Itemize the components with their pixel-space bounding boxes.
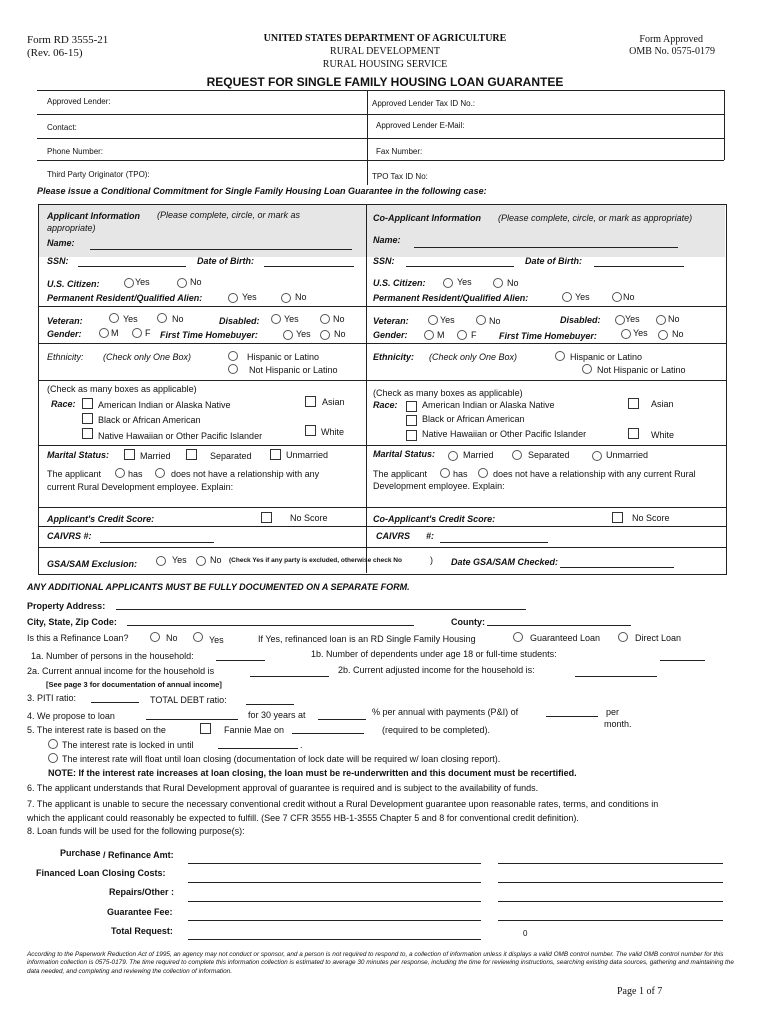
checkbox-label: Black or African American	[98, 415, 201, 425]
lender-tax-id-field[interactable]: Approved Lender Tax ID No.:	[372, 99, 476, 108]
guarantee-fee-input-2[interactable]	[498, 920, 723, 921]
coapplicant-veteran-no-radio[interactable]	[476, 315, 486, 325]
lender-email-field[interactable]: Approved Lender E-Mail:	[376, 121, 465, 130]
intro-text: Please issue a Conditional Commitment for Single Family Housing Loan Guarantee in the following case:	[37, 186, 487, 196]
omb-number: OMB No. 0575-0179	[629, 46, 715, 57]
divider	[366, 204, 367, 573]
coapplicant-disabled-no-radio[interactable]	[656, 315, 666, 325]
relationship-text: The applicant	[47, 469, 102, 479]
radio-label: No	[333, 314, 345, 324]
coapplicant-race-label: Race:	[373, 400, 398, 410]
ethnicity-note: (Check only One Box)	[103, 352, 192, 362]
radio-label: Direct Loan	[635, 633, 682, 643]
payment-input[interactable]	[546, 716, 598, 717]
coapplicant-disabled-yes-radio[interactable]	[615, 315, 625, 325]
agency-line-2: RURAL DEVELOPMENT	[330, 46, 440, 57]
coapplicant-citizen-yes-radio[interactable]	[443, 278, 453, 288]
gsa-no-radio[interactable]	[196, 556, 206, 566]
coapplicant-name-label: Name:	[373, 235, 401, 245]
checkbox-label: American Indian or Alaska Native	[422, 400, 555, 410]
coapplicant-dob-label: Date of Birth:	[525, 256, 582, 266]
applicant-ethnicity-label: Ethnicity:	[47, 352, 84, 362]
checkbox-label: Separated	[210, 451, 252, 461]
financed-costs-input[interactable]	[188, 882, 481, 883]
county-label: County:	[451, 617, 485, 627]
relationship-text: The applicant	[373, 469, 428, 479]
coapplicant-race-native-checkbox[interactable]	[406, 401, 417, 412]
total-request-value: 0	[523, 929, 528, 938]
checkbox-label: White	[321, 427, 345, 437]
divider	[38, 507, 726, 508]
coapplicant-dob-input[interactable]	[594, 266, 684, 267]
form-number: Form RD 3555-21	[27, 34, 109, 46]
total-request-input[interactable]	[188, 939, 481, 940]
rate-locked-radio[interactable]	[48, 739, 58, 749]
applicant-section-note: (Please complete, circle, or mark as	[157, 210, 301, 220]
refinance-question: Is this a Refinance Loan?	[27, 633, 129, 643]
coapplicant-resident-yes-radio[interactable]	[562, 292, 572, 302]
refinance-if-yes-text: If Yes, refinanced loan is an RD Single Family Housing	[258, 634, 476, 644]
checkbox-label: Native Hawaiian or Other Pacific Islander	[422, 429, 587, 439]
coapplicant-not-hispanic-radio[interactable]	[582, 364, 592, 374]
coapplicant-veteran-label: Veteran:	[373, 316, 409, 326]
applicant-section-title: Applicant Information	[47, 211, 140, 221]
radio-label: M	[437, 330, 445, 340]
applicant-citizen-label: U.S. Citizen:	[47, 279, 100, 289]
coapplicant-caivrs-hash: #:	[426, 531, 435, 541]
page-number: Page 1 of 7	[617, 986, 663, 997]
coapplicant-disabled-label: Disabled:	[560, 315, 601, 325]
race-note: (Check as many boxes as applicable)	[47, 384, 197, 394]
refinance-yes-radio[interactable]	[193, 632, 203, 642]
fannie-note: (required to be completed).	[382, 725, 491, 735]
adjusted-income-input[interactable]	[575, 676, 657, 677]
applicant-noscore-checkbox[interactable]	[261, 512, 272, 523]
radio-label: Married	[463, 450, 494, 460]
per-label: per	[606, 707, 620, 717]
applicant-caivrs-input[interactable]	[100, 542, 214, 543]
checkbox-label: American Indian or Alaska Native	[98, 400, 231, 410]
recertify-note: NOTE: If the interest rate increases at loan closing, the loan must be re-underwritten and this document must be recertified.	[48, 768, 577, 778]
coapplicant-race-white-checkbox[interactable]	[628, 428, 639, 439]
city-state-zip-input[interactable]	[127, 625, 414, 626]
dependents-input[interactable]	[660, 660, 705, 661]
applicant-race-black-checkbox[interactable]	[82, 413, 93, 424]
radio-label: Hispanic or Latino	[570, 352, 643, 362]
page-title: REQUEST FOR SINGLE FAMILY HOUSING LOAN GUARANTEE	[206, 75, 564, 89]
divider	[37, 114, 724, 115]
applicant-disabled-yes-radio[interactable]	[271, 314, 281, 324]
applicant-has-radio[interactable]	[115, 468, 125, 478]
radio-label: No	[672, 329, 684, 339]
coapplicant-ssn-label: SSN:	[373, 256, 395, 266]
applicant-disabled-no-radio[interactable]	[320, 314, 330, 324]
refinance-no-radio[interactable]	[150, 632, 160, 642]
coapplicant-credit-label: Co-Applicant's Credit Score:	[373, 514, 496, 524]
q1a-label: 1a. Number of persons in the household:	[31, 651, 194, 661]
rate-float-label: The interest rate will float until loan closing (documentation of lock date will be required w/ loan closing report).	[62, 754, 501, 764]
checkbox-label: White	[651, 430, 675, 440]
radio-label: Yes	[457, 277, 472, 287]
applicant-ssn-label: SSN:	[47, 256, 69, 266]
coapplicant-has-radio[interactable]	[440, 468, 450, 478]
coapplicant-marital-label: Marital Status:	[373, 449, 436, 459]
interest-rate-input[interactable]	[318, 719, 366, 720]
applicant-fth-label: First Time Homebuyer:	[160, 330, 258, 340]
fannie-mae-label: Fannie Mae on	[224, 725, 285, 735]
fannie-mae-checkbox[interactable]	[200, 723, 211, 734]
applicant-resident-label: Permanent Resident/Qualified Alien:	[47, 293, 203, 303]
radio-label: Yes	[123, 314, 138, 324]
coapplicant-married-radio[interactable]	[448, 451, 458, 461]
radio-label: has	[128, 469, 143, 479]
coapplicant-separated-radio[interactable]	[512, 450, 522, 460]
fannie-date-input[interactable]	[292, 733, 364, 734]
coapplicant-gender-m-radio[interactable]	[424, 330, 434, 340]
lock-date-input[interactable]	[218, 748, 298, 749]
applicant-resident-yes-radio[interactable]	[228, 293, 238, 303]
q8-text: 8. Loan funds will be used for the following purpose(s):	[27, 826, 245, 836]
relationship-text: does not have a relationship with any	[171, 469, 320, 479]
radio-label: Not Hispanic or Latino	[249, 365, 338, 375]
coapplicant-hispanic-radio[interactable]	[555, 351, 565, 361]
loan-term-label: for 30 years at	[248, 710, 306, 720]
rate-float-radio[interactable]	[48, 753, 58, 763]
checkbox-label: Black or African American	[422, 414, 525, 424]
checkbox-label: Married	[140, 451, 171, 461]
lock-date-period: .	[300, 740, 303, 750]
q2a-label: 2a. Current annual income for the household is	[27, 666, 215, 676]
contact-field[interactable]: Contact:	[47, 123, 77, 132]
q3-label: 3. PITI ratio:	[27, 693, 77, 703]
city-state-zip-label: City, State, Zip Code:	[27, 617, 117, 627]
tpo-field[interactable]: Third Party Originator (TPO):	[47, 170, 150, 179]
coapplicant-section-title: Co-Applicant Information	[373, 213, 481, 223]
radio-label: Hispanic or Latino	[247, 352, 320, 362]
applicant-citizen-yes-radio[interactable]	[124, 278, 134, 288]
coapplicant-fth-label: First Time Homebuyer:	[499, 331, 597, 341]
applicant-race-white-checkbox[interactable]	[305, 425, 316, 436]
refinance-amt-label: / Refinance Amt:	[103, 850, 174, 860]
divider	[38, 547, 726, 548]
checkbox-label: Asian	[651, 399, 674, 409]
agency-line-3: RURAL HOUSING SERVICE	[322, 59, 448, 70]
applicant-dob-label: Date of Birth:	[197, 256, 254, 266]
divider	[37, 90, 724, 91]
applicant-race-hawaiian-checkbox[interactable]	[82, 428, 93, 439]
gsa-date-input[interactable]	[560, 567, 674, 568]
month-label: month.	[604, 719, 632, 729]
applicant-veteran-label: Veteran:	[47, 316, 83, 326]
coapplicant-citizen-no-radio[interactable]	[493, 278, 503, 288]
coapplicant-citizen-label: U.S. Citizen:	[373, 278, 426, 288]
q2b-label: 2b. Current adjusted income for the household is:	[338, 665, 535, 675]
household-persons-input[interactable]	[216, 660, 265, 661]
radio-label: No	[172, 314, 184, 324]
radio-label: No	[334, 329, 346, 339]
total-request-label: Total Request:	[111, 926, 173, 936]
coapplicant-ethnicity-label: Ethnicity:	[373, 352, 415, 362]
coapplicant-does-not-radio[interactable]	[478, 468, 488, 478]
applicant-married-checkbox[interactable]	[124, 449, 135, 460]
purchase-label: Purchase	[60, 848, 101, 858]
approved-lender-field[interactable]: Approved Lender:	[47, 97, 111, 106]
coapplicant-caivrs-label: CAIVRS	[376, 531, 411, 541]
applicant-unmarried-checkbox[interactable]	[270, 449, 281, 460]
radio-label: No	[210, 555, 222, 565]
coapplicant-race-hawaiian-checkbox[interactable]	[406, 430, 417, 441]
radio-label: Yes	[296, 329, 311, 339]
checkbox-label: No Score	[632, 513, 670, 523]
q5-label: 5. The interest rate is based on the	[27, 725, 166, 735]
applicant-dob-input[interactable]	[264, 266, 354, 267]
coapplicant-fth-yes-radio[interactable]	[621, 329, 631, 339]
applicant-gender-m-radio[interactable]	[99, 328, 109, 338]
applicant-disabled-label: Disabled:	[219, 316, 260, 326]
q4-label: 4. We propose to loan	[27, 711, 115, 721]
relationship-text: does not have a relationship with any current Rural	[493, 469, 696, 479]
coapplicant-resident-no-radio[interactable]	[612, 292, 622, 302]
loan-amount-input[interactable]	[146, 719, 238, 720]
gsa-note-paren: )	[430, 555, 433, 565]
financed-costs-label: Financed Loan Closing Costs:	[36, 868, 166, 878]
applicant-caivrs-label: CAIVRS #:	[47, 531, 92, 541]
purchase-amount-input[interactable]	[188, 863, 481, 864]
county-input[interactable]	[487, 625, 631, 626]
radio-label: No	[166, 633, 178, 643]
radio-label: Yes	[209, 635, 224, 645]
additional-applicants-note: ANY ADDITIONAL APPLICANTS MUST BE FULLY DOCUMENTED ON A SEPARATE FORM.	[27, 582, 410, 592]
checkbox-label: No Score	[290, 513, 328, 523]
applicant-not-hispanic-radio[interactable]	[228, 364, 238, 374]
radio-label: No	[489, 316, 501, 326]
radio-label: Yes	[440, 315, 455, 325]
radio-label: Yes	[575, 292, 590, 302]
applicant-name-label: Name:	[47, 238, 75, 248]
radio-label: No	[623, 292, 635, 302]
repairs-input-2[interactable]	[498, 901, 723, 902]
coapplicant-race-asian-checkbox[interactable]	[628, 398, 639, 409]
payment-label: % per annual with payments (P&I) of	[372, 707, 519, 717]
direct-loan-radio[interactable]	[618, 632, 628, 642]
purchase-amount-input-2[interactable]	[498, 863, 723, 864]
phone-field[interactable]: Phone Number:	[47, 147, 104, 156]
gsa-date-label: Date GSA/SAM Checked:	[451, 557, 559, 567]
applicant-fth-no-radio[interactable]	[320, 330, 330, 340]
divider	[37, 138, 724, 139]
radio-label: Yes	[172, 555, 187, 565]
radio-label: Unmarried	[606, 450, 649, 460]
applicant-gender-f-radio[interactable]	[132, 328, 142, 338]
coapplicant-gender-label: Gender:	[373, 330, 408, 340]
q7-text: 7. The applicant is unable to secure the necessary conventional credit without a Rural Development guarantee upon reasonable rates, terms, and conditions in	[27, 799, 659, 809]
radio-label: Separated	[528, 450, 570, 460]
applicant-race-asian-checkbox[interactable]	[305, 396, 316, 407]
gsa-yes-radio[interactable]	[156, 556, 166, 566]
coapplicant-caivrs-input[interactable]	[440, 542, 548, 543]
radio-label: No	[190, 277, 202, 287]
checkbox-label: Unmarried	[286, 450, 329, 460]
relationship-text: Development employee. Explain:	[373, 481, 505, 491]
divider	[38, 380, 726, 381]
rate-locked-label: The interest rate is locked in until	[62, 740, 194, 750]
debt-ratio-input[interactable]	[246, 704, 294, 705]
coapplicant-resident-label: Permanent Resident/Qualified Alien:	[373, 293, 529, 303]
radio-label: has	[453, 469, 468, 479]
fax-field[interactable]: Fax Number:	[376, 147, 423, 156]
property-address-input[interactable]	[116, 609, 526, 610]
applicant-hispanic-radio[interactable]	[228, 351, 238, 361]
q7-text-cont: which the applicant could reasonably be expected to fulfill. (See 7 CFR 3555 HB-1-3555 Chapter 5 and 8 for conventional credit definition).	[27, 813, 579, 823]
tpo-tax-id-field[interactable]: TPO Tax ID No:	[372, 172, 428, 181]
relationship-text: current Rural Development employee. Explain:	[47, 482, 234, 492]
applicant-veteran-yes-radio[interactable]	[109, 313, 119, 323]
divider	[38, 343, 726, 344]
applicant-race-native-checkbox[interactable]	[82, 398, 93, 409]
radio-label: No	[295, 292, 307, 302]
applicant-citizen-no-radio[interactable]	[177, 278, 187, 288]
coapplicant-unmarried-radio[interactable]	[592, 451, 602, 461]
applicant-marital-label: Marital Status:	[47, 450, 110, 460]
checkbox-label: Native Hawaiian or Other Pacific Islander	[98, 431, 263, 441]
applicant-name-input[interactable]	[90, 249, 352, 250]
applicant-gender-label: Gender:	[47, 329, 82, 339]
q6-text: 6. The applicant understands that Rural Development approval of guarantee is required and is subject to the availability of funds.	[27, 783, 539, 793]
guaranteed-loan-radio[interactable]	[513, 632, 523, 642]
divider	[37, 160, 724, 161]
q2-note: [See page 3 for documentation of annual income]	[46, 680, 222, 689]
piti-ratio-input[interactable]	[91, 702, 139, 703]
radio-label: F	[471, 330, 477, 340]
paperwork-reduction-notice: According to the Paperwork Reduction Act of 1995, an agency may not conduct or sponsor, and a person is not required to respond to, a collection of information unless it displays a valid OMB control number. The valid OMB control number for this information collection is 0575-0179. The time required to complete this information collection is estimated to average 30 minutes per response, including the time for reviewing instructions, searching existing data sources, gathering and maintaining the data needed, and completing and reviewing the collection of information.	[27, 951, 734, 975]
radio-label: Yes	[625, 314, 640, 324]
coapplicant-fth-no-radio[interactable]	[658, 330, 668, 340]
form-approved: Form Approved	[639, 34, 703, 45]
applicant-separated-checkbox[interactable]	[186, 449, 197, 460]
financed-costs-input-2[interactable]	[498, 882, 723, 883]
coapplicant-section-note: (Please complete, circle, or mark as appropriate)	[498, 213, 693, 223]
radio-label: Guaranteed Loan	[530, 633, 601, 643]
repairs-label: Repairs/Other :	[109, 887, 175, 897]
radio-label: No	[668, 314, 680, 324]
coapplicant-name-input[interactable]	[414, 247, 678, 248]
applicant-section-note: appropriate)	[47, 223, 96, 233]
radio-label: Yes	[242, 292, 257, 302]
applicant-fth-yes-radio[interactable]	[283, 330, 293, 340]
applicant-credit-label: Applicant's Credit Score:	[47, 514, 155, 524]
divider	[38, 445, 726, 446]
form-revision: (Rev. 06-15)	[27, 47, 83, 59]
coapplicant-ssn-input[interactable]	[406, 266, 514, 267]
annual-income-input[interactable]	[250, 676, 329, 677]
radio-label: Yes	[135, 277, 150, 287]
coapplicant-noscore-checkbox[interactable]	[612, 512, 623, 523]
divider	[38, 306, 726, 307]
checkbox-label: Asian	[322, 397, 345, 407]
coapplicant-veteran-yes-radio[interactable]	[428, 315, 438, 325]
q1b-label: 1b. Number of dependents under age 18 or full-time students:	[311, 649, 557, 659]
radio-label: No	[507, 278, 519, 288]
race-note: (Check as many boxes as applicable)	[373, 388, 523, 398]
divider	[38, 526, 726, 527]
radio-label: F	[145, 328, 151, 338]
applicant-race-label: Race:	[51, 399, 76, 409]
property-address-label: Property Address:	[27, 601, 106, 611]
guarantee-fee-input[interactable]	[188, 920, 481, 921]
radio-label: Not Hispanic or Latino	[597, 365, 686, 375]
guarantee-fee-label: Guarantee Fee:	[107, 907, 173, 917]
repairs-input[interactable]	[188, 901, 481, 902]
debt-ratio-label: TOTAL DEBT ratio:	[150, 695, 227, 705]
radio-label: M	[111, 328, 119, 338]
agency-line-1: UNITED STATES DEPARTMENT OF AGRICULTURE	[263, 33, 507, 44]
gsa-label: GSA/SAM Exclusion:	[47, 559, 138, 569]
applicant-ssn-input[interactable]	[78, 266, 186, 267]
ethnicity-note: (Check only One Box)	[429, 352, 518, 362]
coapplicant-gender-f-radio[interactable]	[457, 330, 467, 340]
coapplicant-race-black-checkbox[interactable]	[406, 415, 417, 426]
applicant-resident-no-radio[interactable]	[281, 293, 291, 303]
radio-label: Yes	[633, 328, 648, 338]
radio-label: Yes	[284, 314, 299, 324]
divider	[724, 90, 725, 160]
applicant-does-not-radio[interactable]	[155, 468, 165, 478]
applicant-veteran-no-radio[interactable]	[157, 313, 167, 323]
gsa-note: (Check Yes if any party is excluded, otherwise check No	[229, 557, 402, 564]
